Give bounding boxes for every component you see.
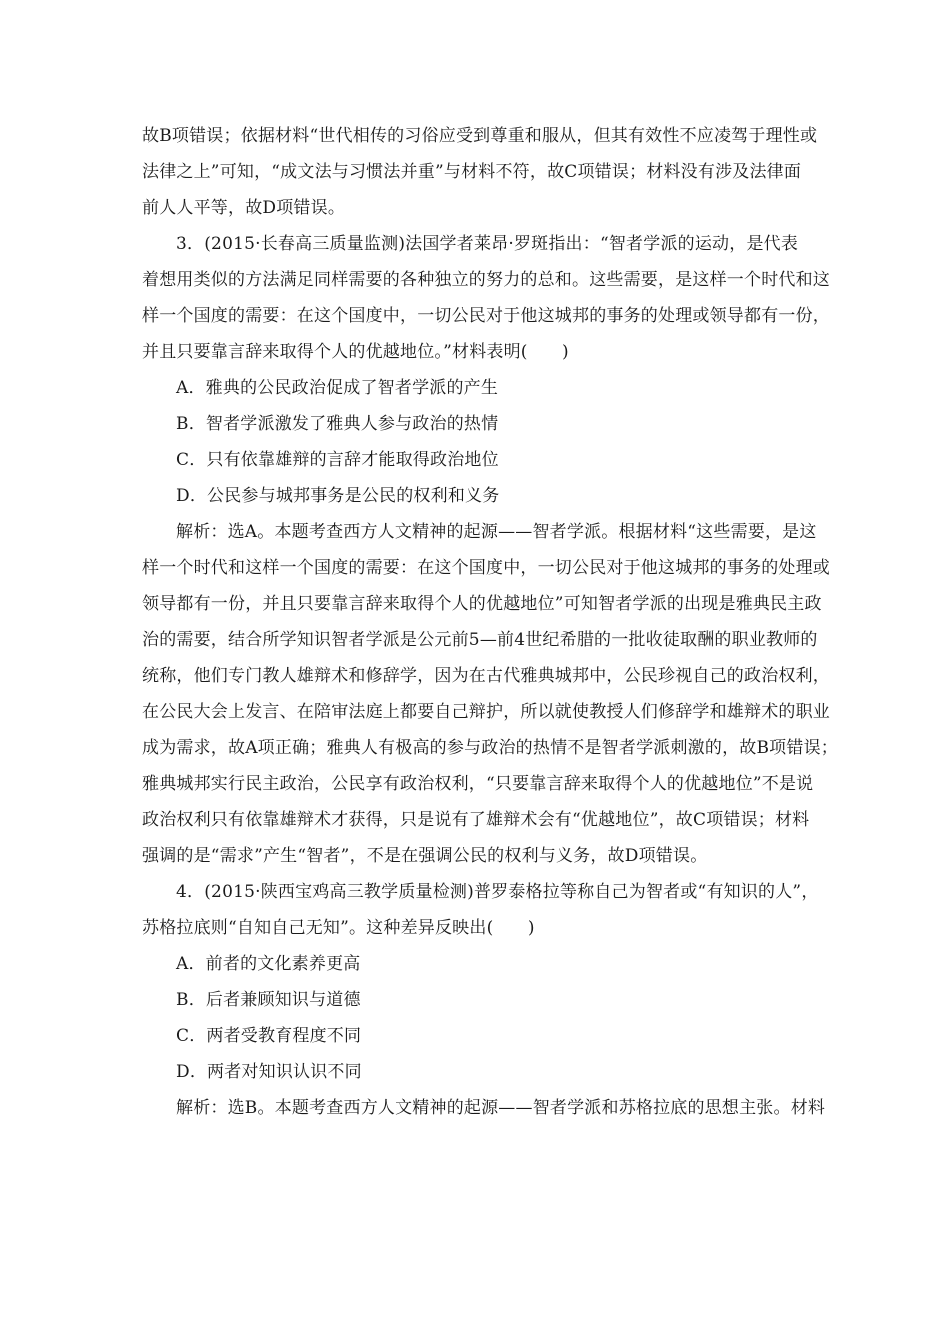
question-4-stem-line: 4．(2015·陕西宝鸡高三教学质量检测)普罗泰格拉等称自己为智者或“有知识的人”， xyxy=(176,882,819,902)
question-3-analysis-line: 统称，他们专门教人雄辩术和修辞学，因为在古代雅典城邦中，公民珍视自己的政治权利， xyxy=(142,666,830,686)
question-3-analysis-line: 在公民大会上发言、在陪审法庭上都要自己辩护，所以就使教授人们修辞学和雄辩术的职业 xyxy=(142,702,830,722)
question-3-option-b: B．智者学派激发了雅典人参与政治的热情 xyxy=(176,414,499,434)
question-3-analysis-line: 解析：选A。本题考查西方人文精神的起源——智者学派。根据材料“这些需要，是这 xyxy=(176,522,817,542)
question-3-analysis-line: 领导都有一份，并且只要靠言辞来取得个人的优越地位”可知智者学派的出现是雅典民主政 xyxy=(142,594,822,614)
text-line: 故B项错误；依据材料“世代相传的习俗应受到尊重和服从，但其有效性不应凌驾于理性或 xyxy=(142,126,818,146)
question-3-stem-line: 着想用类似的方法满足同样需要的各种独立的努力的总和。这些需要，是这样一个时代和这 xyxy=(142,270,830,290)
question-3-option-d: D．公民参与城邦事务是公民的权利和义务 xyxy=(176,486,500,506)
question-3-stem-line: 并且只要靠言辞来取得个人的优越地位。”材料表明( ) xyxy=(142,342,569,362)
question-3-option-c: C．只有依靠雄辩的言辞才能取得政治地位 xyxy=(176,450,499,470)
text-line: 前人人平等，故D项错误。 xyxy=(142,198,346,218)
previous-analysis-continuation xyxy=(142,118,818,226)
question-4-option-d: D．两者对知识认识不同 xyxy=(176,1062,362,1082)
question-3-analysis-line: 样一个时代和这样一个国度的需要：在这个国度中，一切公民对于他这城邦的事务的处理或 xyxy=(142,558,830,578)
question-4-option-a: A．前者的文化素养更高 xyxy=(176,954,361,974)
question-3-analysis-line: 政治权利只有依靠雄辩术才获得，只是说有了雄辩术会有“优越地位”，故C项错误；材料 xyxy=(142,810,810,830)
question-4-option-b: B．后者兼顾知识与道德 xyxy=(176,990,361,1010)
page-content xyxy=(142,118,838,1126)
text-line: 法律之上”可知，“成文法与习惯法并重”与材料不符，故C项错误；材料没有涉及法律面 xyxy=(142,162,802,182)
question-3-analysis-line: 强调的是“需求”产生“智者”，不是在强调公民的权利与义务，故D项错误。 xyxy=(142,846,708,866)
question-4 xyxy=(142,874,826,1126)
question-3-analysis-line: 雅典城邦实行民主政治，公民享有政治权利，“只要靠言辞来取得个人的优越地位”不是说 xyxy=(142,774,814,794)
question-4-option-c: C．两者受教育程度不同 xyxy=(176,1026,362,1046)
question-4-analysis-line: 解析：选B。本题考查西方人文精神的起源——智者学派和苏格拉底的思想主张。材料 xyxy=(176,1098,826,1118)
question-3-stem-line: 3．(2015·长春高三质量监测)法国学者莱昂·罗斑指出：“智者学派的运动，是代表 xyxy=(176,234,799,254)
question-3-stem-line: 样一个国度的需要：在这个国度中，一切公民对于他这城邦的事务的处理或领导都有一份， xyxy=(142,306,830,326)
question-3 xyxy=(142,226,838,874)
question-3-analysis-line: 治的需要，结合所学知识智者学派是公元前5—前4世纪希腊的一批收徒取酬的职业教师的 xyxy=(142,630,818,650)
question-3-analysis-line: 成为需求，故A项正确；雅典人有极高的参与政治的热情不是智者学派刺激的，故B项错误； xyxy=(142,738,838,758)
question-4-stem-line: 苏格拉底则“自知自己无知”。这种差异反映出( ) xyxy=(142,918,535,938)
question-3-option-a: A．雅典的公民政治促成了智者学派的产生 xyxy=(176,378,499,398)
